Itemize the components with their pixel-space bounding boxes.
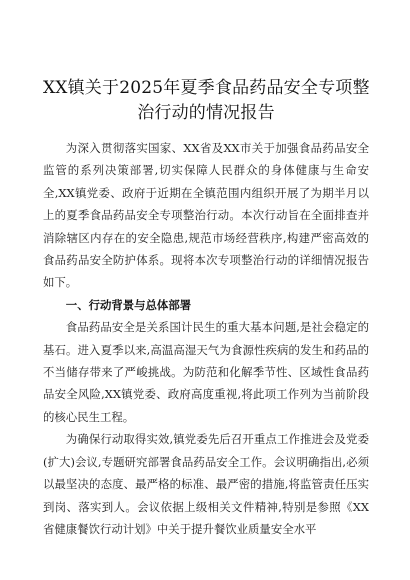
background-paragraph: 食品药品安全是关系国计民生的重大基本问题,是社会稳定的基石。进入夏季以来,高温高湿天气为食源性疾病的发生和药品的不当储存带来了严峻挑战。为防范和化解季节性、区域性食品药品安全风险,XX镇党委、政府高度重视,将此项工作列为当前阶段的核心民生工程。 xyxy=(43,320,369,424)
section-heading: 一、行动背景与总体部署 xyxy=(65,297,192,312)
title-line-1: XX镇关于2025年夏季食品药品安全专项整 xyxy=(43,78,370,98)
intro-paragraph: 为深入贯彻落实国家、XX省及XX市关于加强食品药品安全监管的系列决策部署,切实保障人民群众的身体健康与生命安全,XX镇党委、政府于近期在全镇范围内组织开展了为期半月以上的夏季食品药品安全专项整治行动。本次行动旨在全面排查并消除辖区内存在的安全隐患,规范市场经营秩序,构建严密高效的食品药品安全防护体系。现将本次专项整治行动的详细情况报告如下。 xyxy=(43,141,369,290)
title-line-2: 治行动的情况报告 xyxy=(137,103,275,123)
document-body xyxy=(43,137,369,540)
deployment-paragraph: 为确保行动取得实效,镇党委先后召开重点工作推进会及党委(扩大)会议,专题研究部署食品药品安全工作。会议明确指出,必须以最坚决的态度、最严格的标准、最严密的措施,将监管责任压实到岗、落实到人。会议依据上级相关文件精神,特别是参照《XX省健康餐饮行动计划》中关于提升餐饮业质量安全水平 xyxy=(43,432,369,536)
document-title xyxy=(43,76,369,126)
